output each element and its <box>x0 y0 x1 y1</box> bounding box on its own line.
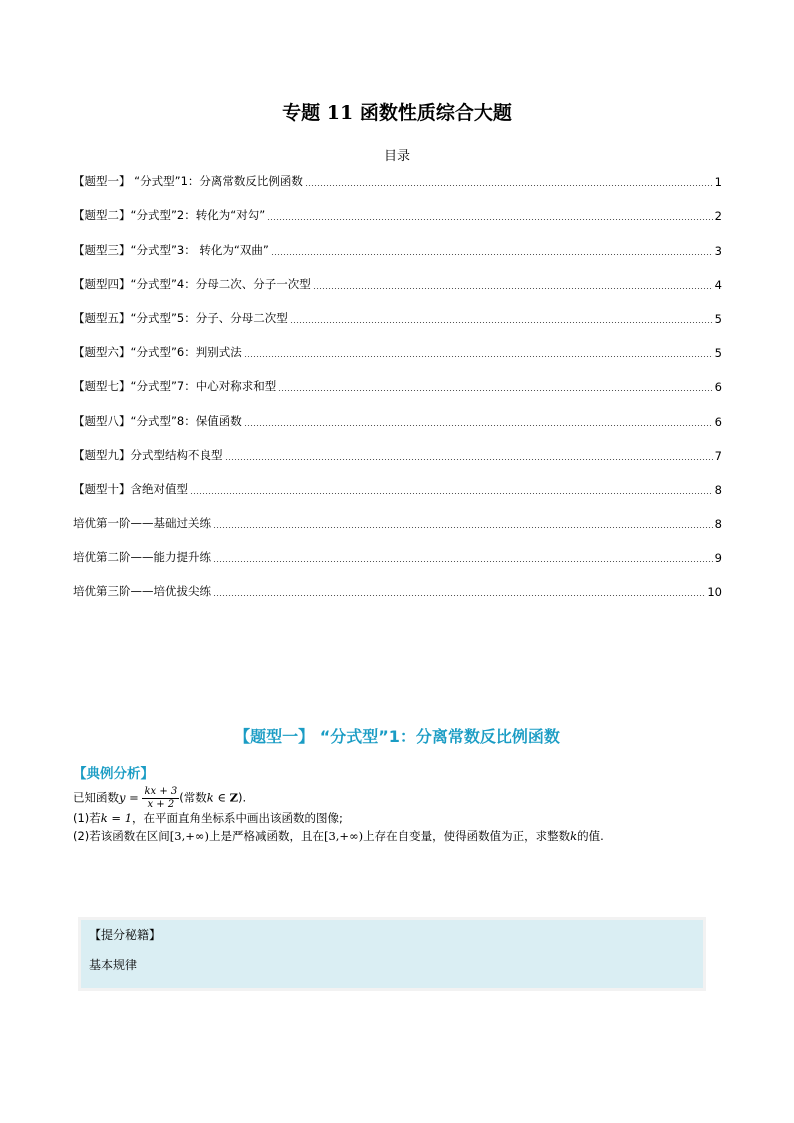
problem-intro: 已知函数y = $\frac{kx + 3}{x + 2}$ (常数k ∈ Z). <box>73 786 247 810</box>
page-title: 专题 11 函数性质综合大题 <box>282 102 512 124</box>
fraction: $\frac{kx + 3}{x + 2}$ <box>144 786 178 810</box>
toc-entry[interactable]: 【题型十】含绝对值型 8 <box>73 481 722 497</box>
toc-entry[interactable]: 【题型二】“分式型”2：转化为“对勾” 2 <box>73 208 722 224</box>
toc-entry[interactable]: 培优第一阶——基础过关练 8 <box>73 516 722 532</box>
problem-part-2: (2)若该函数在区间[3,+∞)上是严格减函数，且在[3,+∞)上存在自变量，使得函数值为正，求整数k的值. <box>73 828 604 843</box>
toc-entry[interactable]: 【题型三】“分式型”3： 转化为“双曲” 3 <box>73 242 722 258</box>
toc-entry[interactable]: 【题型五】“分式型”5：分子、分母二次型 5 <box>73 310 722 326</box>
toc-entry[interactable]: 培优第三阶——培优拔尖练 10 <box>73 584 722 600</box>
tip-box <box>78 917 706 991</box>
problem-part-1: (1)若k = 1，在平面直角坐标系中画出该函数的图像; <box>73 811 343 825</box>
toc-entry[interactable]: 【题型八】“分式型”8：保值函数 6 <box>73 413 722 429</box>
toc-entry[interactable]: 【题型四】“分式型”4：分母二次、分子一次型 4 <box>73 276 722 292</box>
toc-entry[interactable]: 【题型九】分式型结构不良型 7 <box>73 447 722 463</box>
toc-entry[interactable]: 培优第二阶——能力提升练 9 <box>73 550 722 566</box>
section-title: 【题型一】 “分式型”1：分离常数反比例函数 <box>234 727 560 746</box>
toc-entry[interactable]: 【题型六】“分式型”6：判别式法 5 <box>73 345 722 361</box>
toc-entry[interactable]: 【题型一】 “分式型”1：分离常数反比例函数 1 <box>73 174 722 190</box>
example-heading: 【典例分析】 <box>73 766 154 782</box>
toc-heading: 目录 <box>383 149 410 164</box>
toc-entry[interactable]: 【题型七】“分式型”7：中心对称求和型 6 <box>73 379 722 395</box>
tip-title: 【提分秘籍】 <box>89 928 162 942</box>
problem-statement <box>73 786 723 846</box>
tip-text: 基本规律 <box>89 958 138 972</box>
table-of-contents <box>73 160 722 604</box>
